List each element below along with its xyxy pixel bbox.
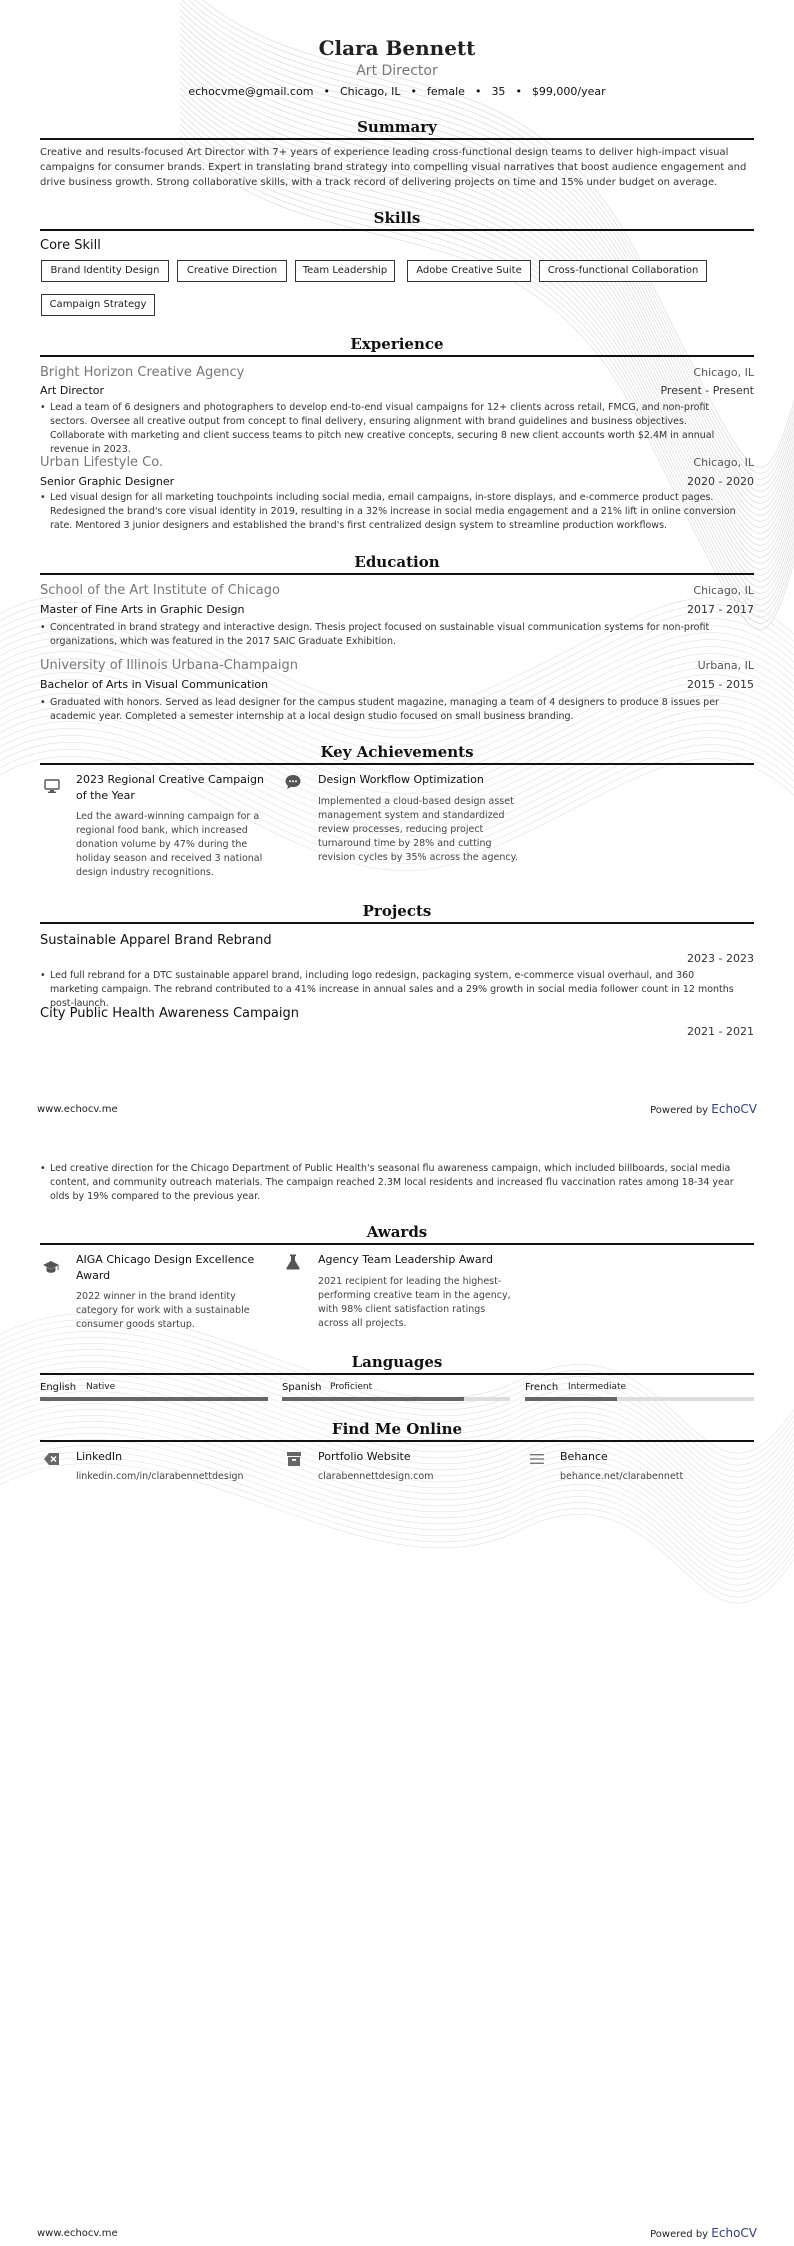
education-dates: 2015 - 2015 (687, 678, 754, 691)
education-bullet: • Concentrated in brand strategy and interactive design. Thesis project focused on sustainable visual communication systems for non-profit organizations, which was featured in the 2017 SAIC Graduate Exhibition. (50, 621, 740, 649)
education-location: Urbana, IL (697, 659, 754, 672)
online-heading: Find Me Online (331, 1420, 463, 1438)
experience-company: Urban Lifestyle Co. (40, 455, 164, 470)
experience-title: Art Director (40, 384, 105, 397)
experience-location: Chicago, IL (693, 456, 754, 469)
online-link-title[interactable]: Behance (560, 1450, 608, 1463)
projects-divider (40, 922, 754, 924)
awards-heading: Awards (366, 1223, 428, 1241)
contact-gender: female (427, 85, 465, 98)
project-bullet: • Led creative direction for the Chicago Department of Public Health's seasonal flu awareness campaign, which included billboards, social media content, and community outreach materials. The campaign reached 2.3M local residents and increased flu vaccination rates among 18-34 year olds by 19% compared to the previous year. (50, 1162, 740, 1204)
experience-company: Bright Horizon Creative Agency (40, 365, 245, 380)
footer-powered (650, 2226, 757, 2240)
language-bar (525, 1397, 754, 1401)
experience-location: Chicago, IL (693, 366, 754, 379)
projects-heading: Projects (362, 902, 432, 920)
language-name: Spanish (282, 1382, 322, 1393)
experience-bullet: • Lead a team of 6 designers and photographers to develop end-to-end visual campaigns for 12+ clients across retail, FMCG, and non-profit sectors. Oversee all creative output from concept to final delivery, ensuring alignment with brand guidelines and business objectives. Collaborate with marketing and client success teams to pitch new creative concepts, securing 8 new client accounts worth $2.4M in annual revenue in 2023. (50, 401, 740, 457)
language-level: Proficient (330, 1382, 373, 1392)
footer-powered-label: Powered by (650, 2229, 709, 2240)
education-degree: Master of Fine Arts in Graphic Design (40, 603, 245, 616)
online-link-url[interactable]: linkedin.com/in/clarabennettdesign (76, 1471, 244, 1482)
education-bullet: • Graduated with honors. Served as lead designer for the campus student magazine, managing a team of 4 designers to produce 8 issues per academic year. Completed a semester internship at a local design studio focused on small business branding. (50, 696, 740, 724)
skill-chip: Adobe Creative Suite (407, 260, 531, 282)
skill-chip: Brand Identity Design (41, 260, 169, 282)
footer-powered-label: Powered by (650, 1105, 709, 1116)
languages-heading: Languages (351, 1353, 443, 1371)
language-name: English (40, 1382, 77, 1393)
footer-brand[interactable]: EchoCV (711, 2226, 757, 2240)
contact-email[interactable]: echocvme@gmail.com (188, 85, 314, 98)
language-bar-fill (525, 1397, 617, 1401)
skill-chip: Campaign Strategy (41, 294, 155, 316)
project-dates: 2023 - 2023 (687, 952, 754, 965)
online-link-url[interactable]: behance.net/clarabennett (560, 1471, 684, 1482)
language-bar (40, 1397, 268, 1401)
footer-brand[interactable]: EchoCV (711, 1102, 757, 1116)
award-desc: 2022 winner in the brand identity category for work with a sustainable consumer goods startup. (76, 1291, 250, 1330)
awards-divider (40, 1243, 754, 1245)
candidate-name: Clara Bennett (318, 36, 476, 60)
education-school: School of the Art Institute of Chicago (40, 583, 280, 598)
language-bar (282, 1397, 510, 1401)
language-level: Native (86, 1382, 116, 1392)
project-bullet: • Led full rebrand for a DTC sustainable apparel brand, including logo redesign, packaging system, e-commerce visual overhaul, and 360 marketing campaign. The rebrand contributed to a 41% increase in annual sales and a 29% growth in social media follower count in 12 months post-launch. (50, 969, 740, 1011)
languages-divider (40, 1373, 754, 1375)
achievement-desc: Implemented a cloud-based design asset management system and standardized review processes, reducing project turnaround time by 28% and cutting revision cycles by 35% across the agency. (318, 796, 518, 863)
experience-divider (40, 355, 754, 357)
summary-divider (40, 138, 754, 140)
monitor-icon (43, 777, 61, 795)
award-title: AIGA Chicago Design Excellence Award (76, 1253, 255, 1282)
education-school: University of Illinois Urbana-Champaign (40, 658, 298, 673)
flask-icon (284, 1253, 302, 1271)
experience-heading: Experience (350, 335, 444, 353)
skill-chip: Team Leadership (295, 260, 395, 282)
chat-icon (284, 773, 302, 791)
menu-lines-icon (528, 1450, 546, 1468)
contact-location: Chicago, IL (339, 85, 401, 98)
achievement-title: Design Workflow Optimization (318, 773, 484, 786)
online-link-url[interactable]: clarabennettdesign.com (318, 1471, 434, 1482)
online-divider (40, 1440, 754, 1442)
education-location: Chicago, IL (693, 584, 754, 597)
contact-line: echocvme@gmail.com • Chicago, IL • female • 35 • $99,000/year (188, 85, 606, 98)
summary-text: Creative and results-focused Art Director with 7+ years of experience leading cross-functional design teams to deliver high-impact visual campaigns for consumer brands. Expert in translating brand strategy into compelling visual narratives that boost audience engagement and drive business growth. Strong collaborative skills, with a track record of delivering projects on time and 15% under budget on average. (40, 147, 747, 188)
language-bar-fill (282, 1397, 464, 1401)
skills-divider (40, 229, 754, 231)
education-divider (40, 573, 754, 575)
archive-icon (285, 1450, 303, 1468)
experience-title: Senior Graphic Designer (40, 475, 175, 488)
footer-site[interactable]: www.echocv.me (37, 1104, 118, 1115)
skills-heading: Skills (373, 209, 421, 227)
experience-dates: 2020 - 2020 (687, 475, 754, 488)
skill-chip: Creative Direction (177, 260, 287, 282)
contact-salary: $99,000/year (531, 85, 606, 98)
project-dates: 2021 - 2021 (687, 1025, 754, 1038)
achievement-desc: Led the award-winning campaign for a regional food bank, which increased donation volume by 47% during the holiday season and received 3 national design industry recognitions. (76, 811, 263, 878)
experience-bullet: • Led visual design for all marketing touchpoints including social media, email campaigns, in-store displays, and e-commerce product pages. Redesigned the brand's core visual identity in 2019, resulting in a 32% increase in social media engagement and a 21% lift in online conversion rate. Mentored 3 junior designers and established the brand's first centralized design system to streamline production workflows. (50, 491, 740, 533)
education-heading: Education (354, 553, 440, 571)
language-name: French (525, 1382, 559, 1393)
close-tag-icon (43, 1450, 61, 1468)
contact-age: 35 (491, 85, 506, 98)
achievements-divider (40, 763, 754, 765)
education-dates: 2017 - 2017 (687, 603, 754, 616)
online-link-title[interactable]: Portfolio Website (318, 1450, 411, 1463)
skills-group-label: Core Skill (40, 238, 101, 253)
experience-dates: Present - Present (660, 384, 754, 397)
education-degree: Bachelor of Arts in Visual Communication (40, 678, 269, 691)
footer-site[interactable]: www.echocv.me (37, 2228, 118, 2239)
project-title: City Public Health Awareness Campaign (40, 1006, 300, 1021)
summary-heading: Summary (357, 118, 437, 136)
candidate-role: Art Director (356, 63, 438, 79)
award-desc: 2021 recipient for leading the highest-performing creative team in the agency, with 98% client satisfaction ratings across all projects. (318, 1276, 511, 1329)
project-title: Sustainable Apparel Brand Rebrand (40, 933, 272, 948)
skill-chip: Cross-functional Collaboration (539, 260, 707, 282)
graduation-cap-icon (42, 1258, 60, 1276)
achievement-title: 2023 Regional Creative Campaign of the Year (76, 773, 264, 802)
award-title: Agency Team Leadership Award (318, 1253, 493, 1266)
language-level: Intermediate (568, 1382, 627, 1392)
online-link-title[interactable]: LinkedIn (76, 1450, 123, 1463)
language-bar-fill (40, 1397, 268, 1401)
footer-powered (650, 1102, 757, 1116)
achievements-heading: Key Achievements (320, 743, 474, 761)
